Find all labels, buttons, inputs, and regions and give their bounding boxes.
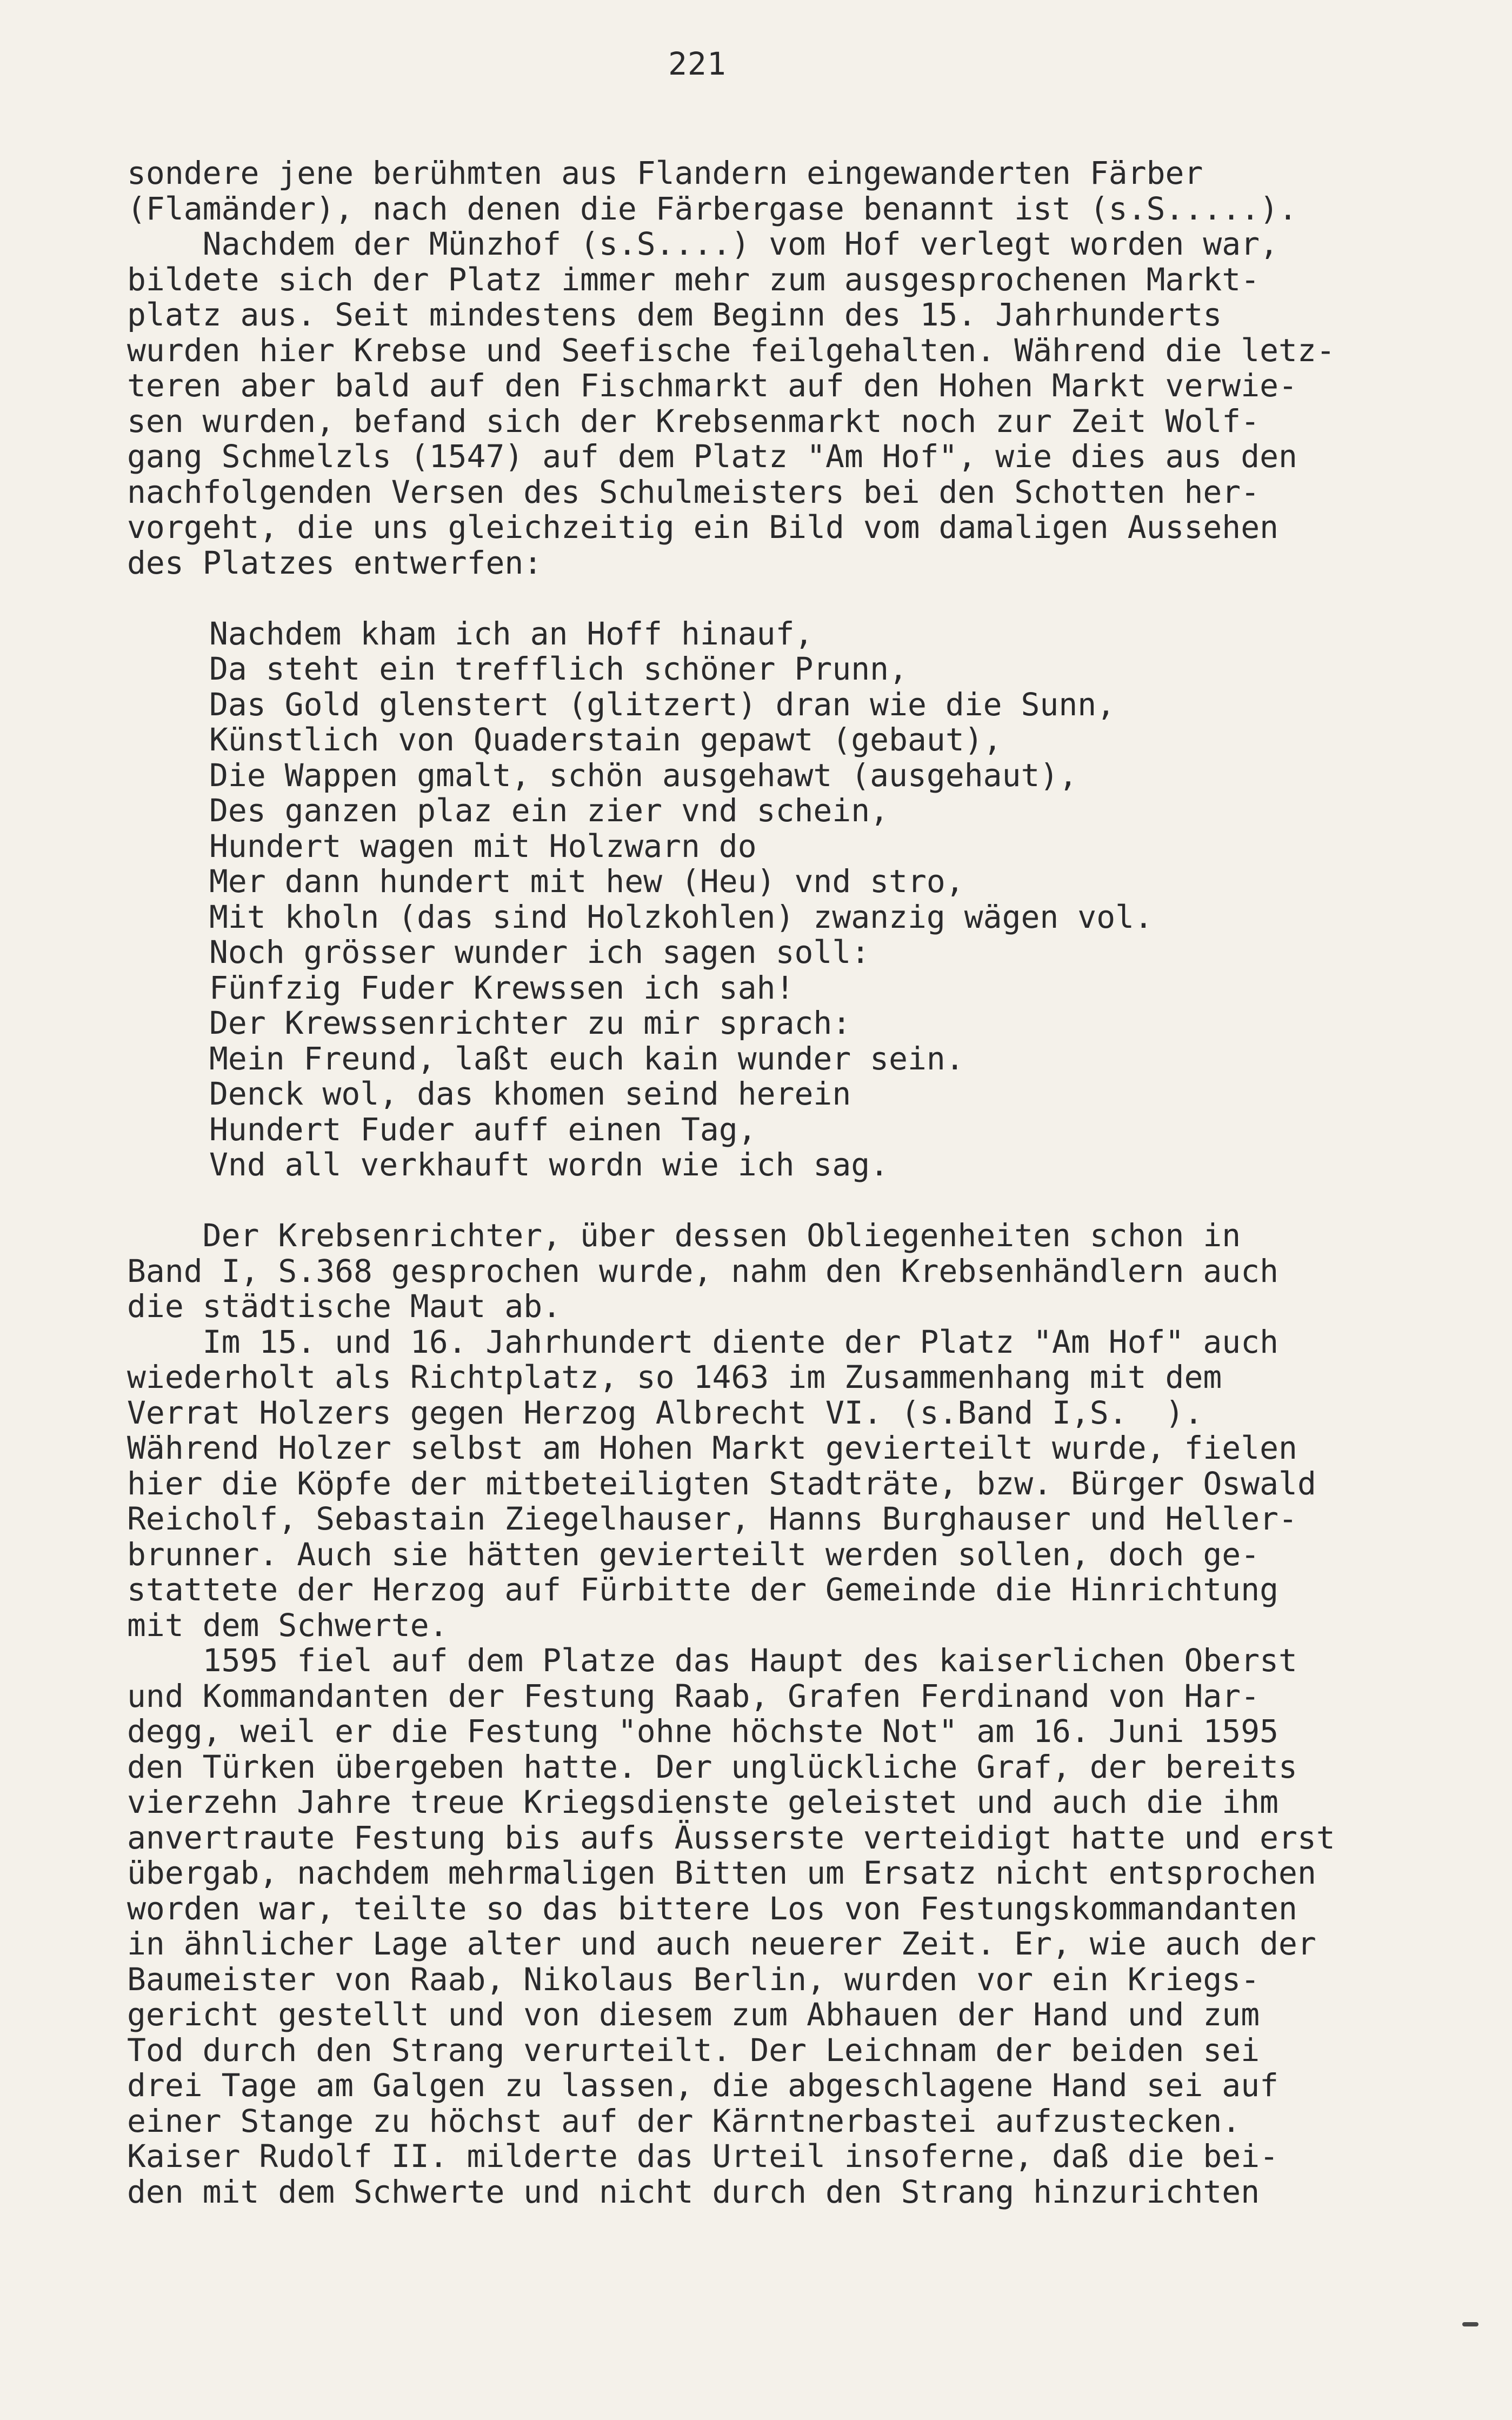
text-line: gang Schmelzls (1547) auf dem Platz "Am Hof", wie dies aus den [127, 438, 1297, 475]
text-line: in ähnlicher Lage alter und auch neuerer Zeit. Er, wie auch der [127, 1925, 1316, 1962]
verse-line: Die Wappen gmalt, schön ausgehawt (ausgehaut), [209, 756, 1078, 794]
text-line: anvertraute Festung bis aufs Äusserste verteidigt hatte und erst [127, 1819, 1335, 1856]
text-line: den mit dem Schwerte und nicht durch den Strang hinzurichten [127, 2173, 1260, 2210]
text-line: die städtische Maut ab. [127, 1288, 562, 1325]
verse-line: Des ganzen plaz ein zier vnd schein, [209, 792, 889, 829]
text-line: bildete sich der Platz immer mehr zum ausgesprochenen Markt- [127, 261, 1260, 298]
verse-line: Künstlich von Quaderstain gepawt (gebaut), [209, 721, 1002, 758]
verse-line: Mit kholn (das sind Holzkohlen) zwanzig wägen vol. [209, 898, 1153, 935]
verse-line: Noch grösser wunder ich sagen soll: [209, 934, 870, 970]
text-line: (Flamänder), nach denen die Färbergase benannt ist (s.S.....). [127, 190, 1297, 227]
text-line: 1595 fiel auf dem Platze das Haupt des kaiserlichen Oberst [127, 1642, 1297, 1679]
text-line: stattete der Herzog auf Fürbitte der Gemeinde die Hinrichtung [127, 1571, 1279, 1608]
verse-line: Mein Freund, laßt euch kain wunder sein. [209, 1040, 964, 1077]
text-line: und Kommandanten der Festung Raab, Grafen Ferdinand von Har- [127, 1677, 1260, 1714]
text-line: hier die Köpfe der mitbeteiligten Stadträte, bzw. Bürger Oswald [127, 1465, 1316, 1502]
text-line: wurden hier Krebse und Seefische feilgehalten. Während die letz- [127, 331, 1335, 369]
verse-line: Vnd all verkhauft wordn wie ich sag. [209, 1146, 889, 1183]
text-line: Baumeister von Raab, Nikolaus Berlin, wurden vor ein Kriegs- [127, 1960, 1260, 1998]
verse-line: Hundert wagen mit Holzwarn do [209, 827, 757, 865]
verse-line: Fünfzig Fuder Krewssen ich sah! [209, 969, 795, 1006]
text-line: vierzehn Jahre treue Kriegsdienste geleistet und auch die ihm [127, 1784, 1279, 1820]
text-line: platz aus. Seit mindestens dem Beginn des 15. Jahrhunderts [127, 296, 1222, 333]
paragraph-gap [127, 1183, 1495, 1219]
text-line: drei Tage am Galgen zu lassen, die abgeschlagene Hand sei auf [127, 2067, 1279, 2104]
text-line: Während Holzer selbst am Hohen Markt gevierteilt wurde, fielen [127, 1430, 1297, 1466]
text-line: gericht gestellt und von diesem zum Abhauen der Hand und zum [127, 1996, 1260, 2033]
text-line: Tod durch den Strang verurteilt. Der Leichnam der beiden sei [127, 2031, 1260, 2069]
text-line: degg, weil er die Festung "ohne höchste Not" am 16. Juni 1595 [127, 1713, 1279, 1750]
text-line: Band I, S.368 gesprochen wurde, nahm den Krebsenhändlern auch [127, 1252, 1279, 1289]
verse-line: Der Krewssenrichter zu mir sprach: [209, 1005, 851, 1041]
text-line: sen wurden, befand sich der Krebsenmarkt noch zur Zeit Wolf- [127, 402, 1260, 440]
text-line: worden war, teilte so das bittere Los von Festungskommandanten [127, 1890, 1297, 1927]
text-line: brunner. Auch sie hätten gevierteilt werden sollen, doch ge- [127, 1535, 1260, 1573]
text-line: Nachdem der Münzhof (s.S....) vom Hof verlegt worden war, [127, 225, 1279, 262]
text-line: teren aber bald auf den Fischmarkt auf den Hohen Markt verwie- [127, 367, 1297, 404]
text-line: mit dem Schwerte. [127, 1606, 448, 1644]
text-line: einer Stange zu höchst auf der Kärntnerbastei aufzustecken. [127, 2102, 1241, 2139]
text-line: den Türken übergeben hatte. Der unglückliche Graf, der bereits [127, 1748, 1297, 1785]
verse-line: Da steht ein trefflich schöner Prunn, [209, 650, 908, 687]
verse-line: Hundert Fuder auff einen Tag, [209, 1111, 757, 1148]
text-line: Verrat Holzers gegen Herzog Albrecht VI. (s.Band I,S. ). [127, 1394, 1203, 1431]
verse-line: Nachdem kham ich an Hoff hinauf, [209, 615, 814, 652]
text-line: des Platzes entwerfen: [127, 544, 543, 581]
text-line: Der Krebsenrichter, über dessen Obliegenheiten schon in [127, 1217, 1241, 1254]
body-text [127, 156, 1495, 2210]
text-line: wiederholt als Richtplatz, so 1463 im Zusammenhang mit dem [127, 1359, 1222, 1395]
text-line: vorgeht, die uns gleichzeitig ein Bild vom damaligen Aussehen [127, 509, 1279, 546]
page-number: 221 [668, 45, 727, 82]
text-line: Kaiser Rudolf II. milderte das Urteil insoferne, daß die bei- [127, 2138, 1279, 2175]
text-line: nachfolgenden Versen des Schulmeisters bei den Schotten her- [127, 473, 1260, 510]
paragraph-gap [127, 581, 1495, 616]
verse-block [127, 616, 1495, 1183]
margin-mark [1462, 2322, 1478, 2326]
text-line: Reicholf, Sebastain Ziegelhauser, Hanns Burghauser und Heller- [127, 1500, 1297, 1537]
text-line: Im 15. und 16. Jahrhundert diente der Platz "Am Hof" auch [127, 1323, 1279, 1360]
verse-line: Das Gold glenstert (glitzert) dran wie die Sunn, [209, 686, 1116, 723]
verse-line: Mer dann hundert mit hew (Heu) vnd stro, [209, 863, 964, 900]
text-line: sondere jene berühmten aus Flandern eingewanderten Färber [127, 155, 1203, 191]
verse-line: Denck wol, das khomen seind herein [209, 1075, 851, 1112]
text-line: übergab, nachdem mehrmaligen Bitten um Ersatz nicht entsprochen [127, 1854, 1316, 1891]
